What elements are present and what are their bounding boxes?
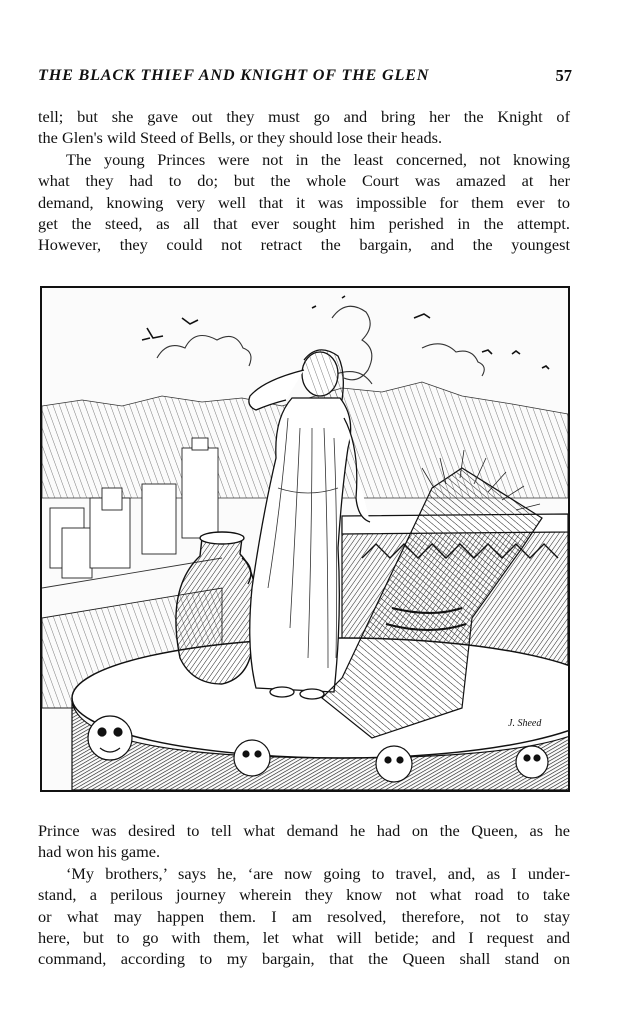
text-line: However, they could not retract the bargain, and the youngest	[38, 235, 570, 255]
text-line: get the steed, as all that ever sought him perished in the attempt.	[38, 213, 570, 233]
artist-signature: J. Sheed	[508, 718, 542, 729]
text-line: had won his game.	[38, 842, 161, 862]
engraving-illustration	[40, 286, 570, 792]
text-line: The young Princes were not in the least concerned, not knowing	[66, 149, 570, 169]
text-line: the Glen's wild Steed of Bells, or they should lose their heads.	[38, 128, 443, 148]
text-line: Prince was desired to tell what demand he had on the Queen, as he	[38, 821, 570, 840]
text-line: stand, a perilous journey wherein they know not what road to take	[38, 885, 570, 905]
body-text-bottom	[38, 820, 570, 970]
text-line: ‘My brothers,’ says he, ‘are now going to travel, and, as I under-	[66, 863, 570, 883]
text-line: demand, knowing very well that it was impossible for them ever to	[38, 192, 570, 212]
text-line: what they had to do; but the whole Court was amazed at her	[38, 171, 570, 191]
running-head	[38, 66, 572, 90]
text-line: here, but to go with them, let what will betide; and I request and	[38, 927, 570, 947]
woman-on-tower-engraving	[42, 288, 568, 790]
text-line: tell; but she gave out they must go and bring her the Knight of	[38, 107, 570, 126]
running-title: THE BLACK THIEF AND KNIGHT OF THE GLEN	[38, 66, 430, 84]
body-text-top	[38, 106, 570, 256]
page-number: 57	[555, 66, 572, 85]
text-line: command, according to my bargain, that the Queen shall stand on	[38, 949, 570, 969]
text-line: or what may happen them. I am resolved, therefore, not to stay	[38, 906, 570, 926]
